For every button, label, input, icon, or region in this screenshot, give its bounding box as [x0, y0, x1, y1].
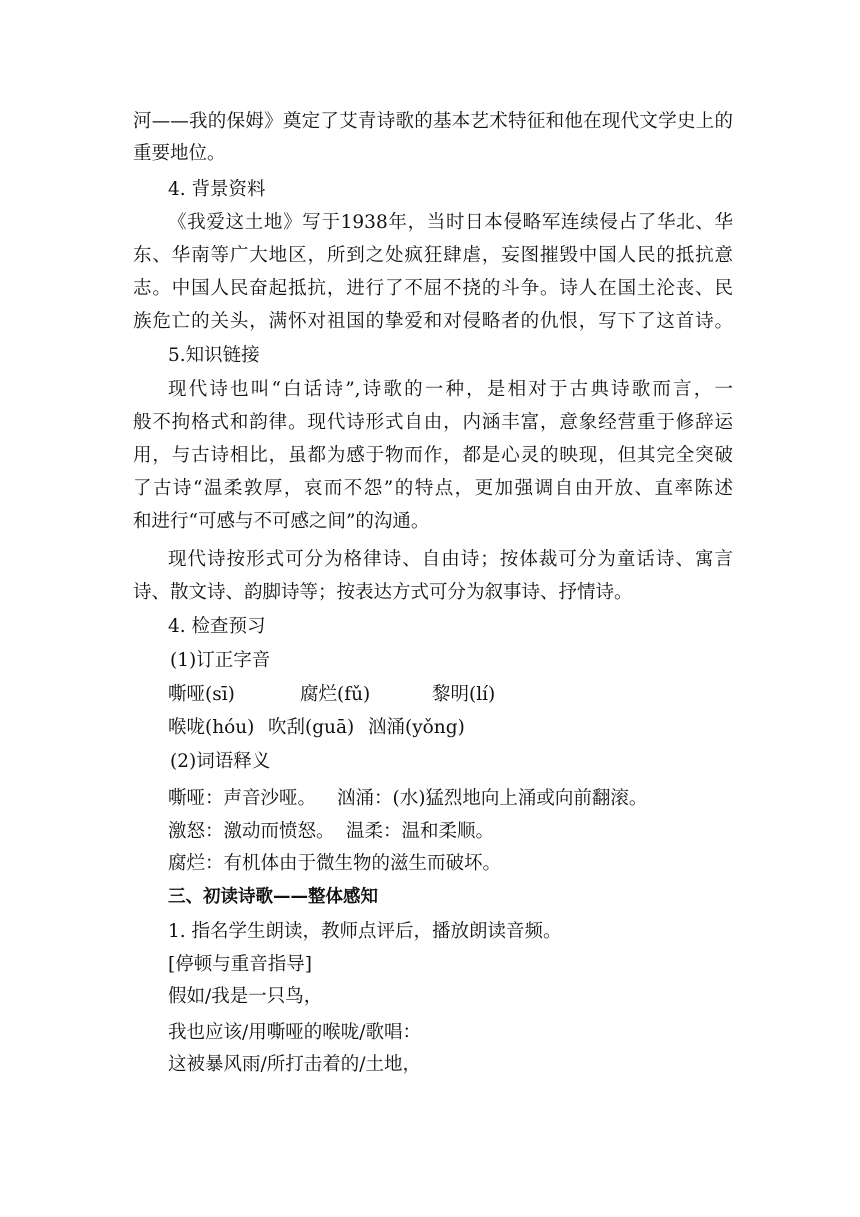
vocabulary-heading: (2)词语释义 [170, 751, 271, 772]
knowledge-line: 般不拘格式和韵律。现代诗形式自由，内涵丰富，意象经营重于修辞运 [133, 412, 733, 433]
poem-line: 我也应该/用嘶哑的喉咙/歌唱： [168, 1022, 421, 1043]
intro-line-1: 河——我的保姆》奠定了艾青诗歌的基本艺术特征和他在现代文学史上的 [133, 111, 733, 132]
vocabulary-item: 腐烂：有机体由于微生物的滋生而破坏。 [168, 853, 502, 874]
intro-line-2: 重要地位。 [133, 143, 226, 164]
background-line: 志。中国人民奋起抵抗，进行了不屈不挠的斗争。诗人在国土沦丧、民 [133, 278, 733, 299]
background-heading: 4. 背景资料 [168, 179, 266, 200]
guide-label: [停顿与重音指导] [168, 954, 312, 975]
knowledge-line: 诗、散文诗、韵脚诗等；按表达方式可分为叙事诗、抒情诗。 [133, 582, 633, 603]
pronunciation-item: 嘶哑(sī) [168, 684, 235, 705]
pronunciation-item: 腐烂(fǔ) [300, 684, 371, 705]
knowledge-heading: 5.知识链接 [168, 345, 260, 366]
knowledge-line: 了古诗“温柔敦厚，哀而不怨”的特点，更加强调自由开放、直率陈述 [133, 478, 733, 499]
vocabulary-item: 温柔：温和柔顺。 [346, 821, 495, 842]
vocabulary-item: 激怒：激动而愤怒。 [168, 821, 335, 842]
pronunciation-item: 黎明(lí) [432, 684, 496, 705]
vocabulary-item: 汹涌：(水)猛烈地向上涌或向前翻滚。 [337, 788, 648, 809]
pronunciation-heading: (1)订正字音 [170, 650, 271, 671]
pronunciation-item: 汹涌(yǒng) [368, 717, 465, 738]
poem-line: 这被暴风雨/所打击着的/土地， [168, 1054, 421, 1075]
knowledge-line: 现代诗按形式可分为格律诗、自由诗；按体裁可分为童话诗、寓言 [168, 549, 733, 570]
preview-heading: 4. 检查预习 [168, 616, 266, 637]
pronunciation-item: 吹刮(guā) [268, 717, 355, 738]
step-text: 1. 指名学生朗读，教师点评后，播放朗读音频。 [168, 921, 562, 942]
poem-line: 假如/我是一只鸟， [168, 986, 323, 1007]
background-line: 《我爱这土地》写于1938年，当时日本侵略军连续侵占了华北、华 [168, 212, 733, 233]
knowledge-line: 和进行“可感与不可感之间”的沟通。 [133, 511, 430, 532]
pronunciation-item: 喉咙(hóu) [168, 717, 255, 738]
section-heading: 三、初读诗歌——整体感知 [168, 887, 378, 907]
background-line: 东、华南等广大地区，所到之处疯狂肆虐，妄图摧毁中国人民的抵抗意 [133, 245, 733, 266]
background-line: 族危亡的关头，满怀对祖国的挚爱和对侵略者的仇恨，写下了这首诗。 [133, 311, 733, 332]
knowledge-line: 现代诗也叫“白话诗”,诗歌的一种，是相对于古典诗歌而言，一 [168, 379, 733, 400]
knowledge-line: 用，与古诗相比，虽都为感于物而作，都是心灵的映现，但其完全突破 [133, 445, 733, 466]
vocabulary-item: 嘶哑：声音沙哑。 [168, 788, 317, 809]
